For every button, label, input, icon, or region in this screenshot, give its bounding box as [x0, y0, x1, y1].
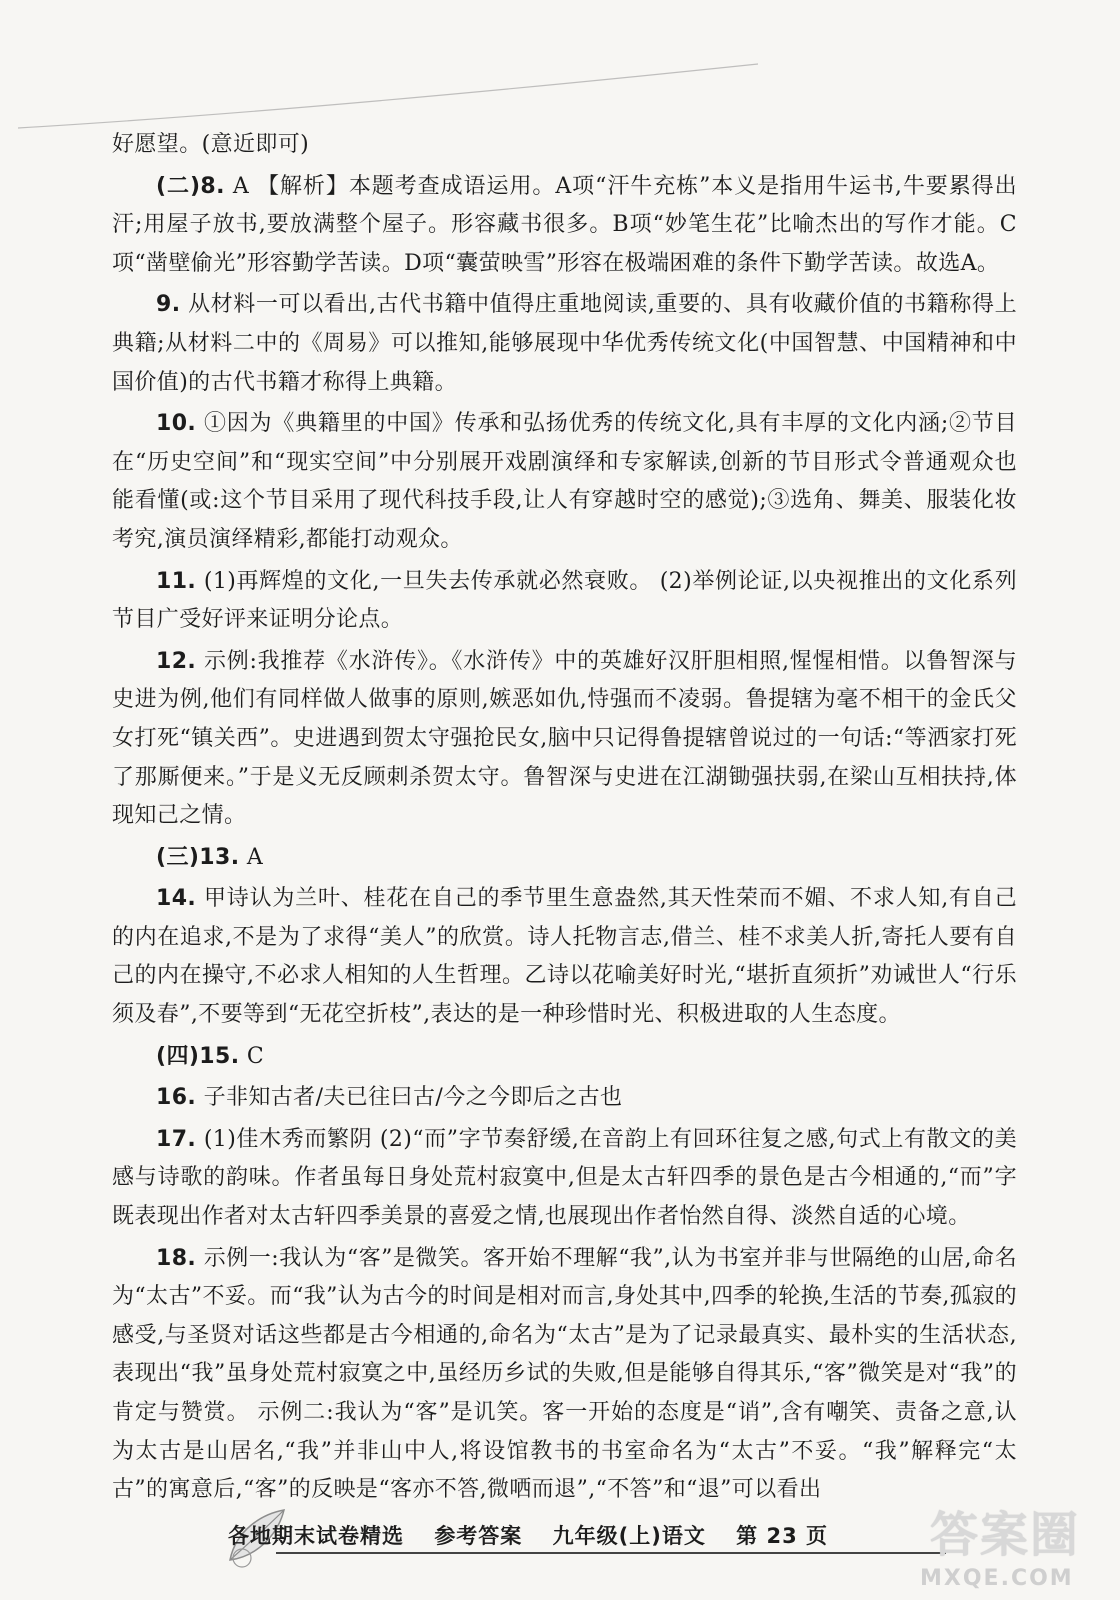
footer-grade-subject: 九年级(上)语文: [552, 1524, 706, 1548]
question-number: (二)8.: [156, 173, 225, 199]
watermark-url: MXQE.COM: [920, 1566, 1074, 1591]
question-number: 12.: [156, 648, 197, 674]
footer-page-number: 第 23 页: [736, 1524, 828, 1548]
paragraph-text: 示例:我推荐《水浒传》。《水浒传》中的英雄好汉肝胆相照,惺惺相惜。以鲁智深与史进为例,他们有同样做人做事的原则,嫉恶如仇,恃强而不凌弱。鲁提辖为毫不相干的金氏父女打死“镇关西”。史进遇到贺太守强抢民女,脑中只记得鲁提辖曾说过的一句话:“等洒家打死了那厮便来。”于是义无反顾刺杀贺太守。鲁智深与史进在江湖锄强扶弱,在梁山互相扶持,体现知己之情。: [112, 648, 1017, 829]
scan-artifact-line: [18, 58, 758, 132]
paragraph-text: A 【解析】本题考查成语运用。A项“汗牛充栋”本义是指用牛运书,牛要累得出汗;用屋子放书,要放满整个屋子。形容藏书很多。B项“妙笔生花”比喻杰出的写作才能。C项“凿壁偷光”形容勤学苦读。D项“囊萤映雪”形容在极端困难的条件下勤学苦读。故选A。: [112, 173, 1017, 276]
footer-series: 各地期末试卷精选: [228, 1524, 404, 1548]
question-number: 17.: [156, 1126, 197, 1152]
question-number: 10.: [156, 411, 197, 437]
page-footer: [228, 1520, 928, 1564]
answer-8: [112, 168, 1017, 284]
answer-17: [112, 1121, 1017, 1237]
footer-section: 参考答案: [434, 1524, 523, 1548]
answer-14: [112, 880, 1017, 1034]
paragraph-text: 好愿望。(意近即可): [112, 132, 310, 157]
answer-11: [112, 563, 1017, 640]
paragraph-text: A: [239, 844, 264, 870]
paragraph-text: 从材料一可以看出,古代书籍中值得庄重地阅读,重要的、具有收藏价值的书籍称得上典籍;从材料二中的《周易》可以推知,能够展现中华优秀传统文化(中国智慧、中国精神和中国价值)的古代书籍才称得上典籍。: [112, 292, 1017, 395]
paragraph-text: 甲诗认为兰叶、桂花在自己的季节里生意盎然,其天性荣而不媚、不求人知,有自己的内在追求,不是为了求得“美人”的欣赏。诗人托物言志,借兰、桂不求美人折,寄托人要有自己的内在操守,不必求人相知的人生哲理。乙诗以花喻美好时光,“堪折直须折”劝诫世人“行乐须及春”,不要等到“无花空折枝”,表达的是一种珍惜时光、积极进取的人生态度。: [112, 886, 1017, 1028]
answer-content: [112, 126, 1017, 1513]
paragraph-text: (1)再辉煌的文化,一旦失去传承就必然衰败。 (2)举例论证,以央视推出的文化系列节目广受好评来证明分论点。: [112, 568, 1017, 633]
question-number: (三)13.: [156, 844, 240, 870]
answer-15: [112, 1038, 1017, 1077]
paragraph-text: ①因为《典籍里的中国》传承和弘扬优秀的传统文化,具有丰厚的文化内涵;②节目在“历史空间”和“现实空间”中分别展开戏剧演绎和专家解读,创新的节目形式令普通观众也能看懂(或:这个节目采用了现代科技手段,让人有穿越时空的感觉);③选角、舞美、服装化妆考究,演员演绎精彩,都能打动观众。: [112, 411, 1017, 552]
paragraph-text: C: [239, 1043, 265, 1069]
answer-18: [112, 1240, 1017, 1510]
watermark-logo: 答案圈: [930, 1507, 1081, 1563]
paragraph-text: 子非知古者/夫已往曰古/今之今即后之古也: [196, 1085, 623, 1111]
question-number: (四)15.: [156, 1043, 240, 1069]
question-number: 14.: [156, 886, 197, 912]
paragraph-text: 示例一:我认为“客”是微笑。客开始不理解“我”,认为书室并非与世隔绝的山居,命名为“太古”不妥。而“我”认为古今的时间是相对而言,身处其中,四季的轮换,生活的节奏,孤寂的感受,与圣贤对话这些都是古今相通的,命名为“太古”是为了记录最真实、最朴实的生活状态,表现出“我”虽身处荒村寂寞之中,虽经历乡试的失败,但是能够自得其乐,“客”微笑是对“我”的肯定与赞赏。 示例二:我认为“客”是讥笑。客一开始的态度是“诮”,含有嘲笑、责备之意,认为太古是山居名,“我”并非山中人,将设馆教书的书室命名为“太古”不妥。“我”解释完“太古”的寓意后,“客”的反映是“客亦不答,微哂而退”,“不答”和“退”可以看出: [112, 1245, 1017, 1503]
answer-9: [112, 286, 1017, 402]
answer-12: [112, 643, 1017, 836]
answer-13: [112, 839, 1017, 878]
question-number: 16.: [156, 1085, 197, 1111]
question-number: 9.: [156, 292, 181, 318]
paragraph-continuation: [112, 126, 1017, 165]
answer-10: [112, 405, 1017, 559]
paragraph-text: (1)佳木秀而繁阴 (2)“而”字节奏舒缓,在音韵上有回环往复之感,句式上有散文的美感与诗歌的韵味。作者虽每日身处荒村寂寞中,但是太古轩四季的景色是古今相通的,“而”字既表现出作者对太古轩四季美景的喜爱之情,也展现出作者怡然自得、淡然自适的心境。: [112, 1126, 1017, 1230]
question-number: 18.: [156, 1245, 197, 1271]
answer-16: [112, 1079, 1017, 1118]
question-number: 11.: [156, 568, 197, 594]
